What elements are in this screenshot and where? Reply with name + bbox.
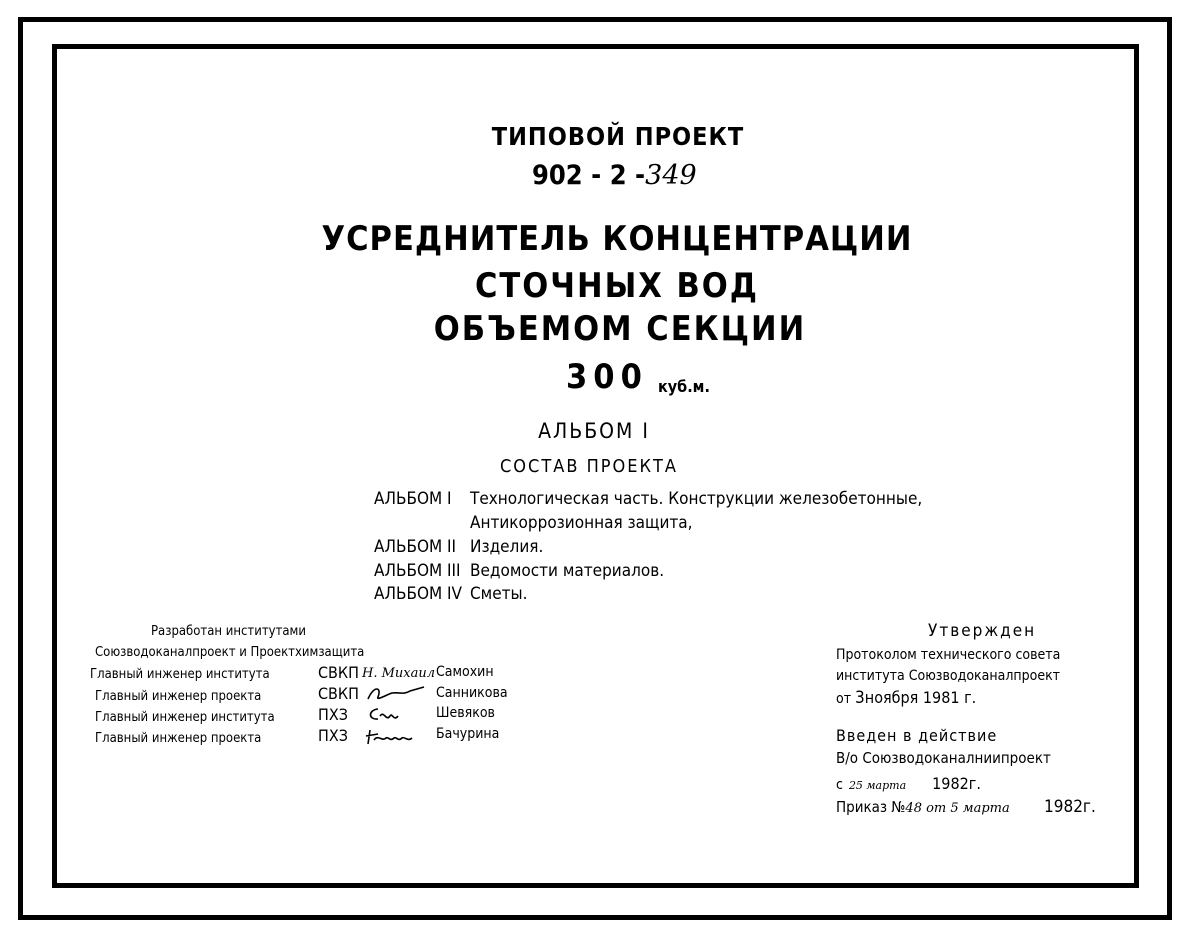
composition-row-text: Изделия.	[470, 537, 544, 557]
developers-institutes: Союзводоканалпроект и Проектхимзащита	[95, 645, 365, 660]
developer-position: Главный инженер проекта	[95, 689, 262, 704]
volume-value: 300	[566, 357, 648, 397]
developer-name: Бачурина	[436, 726, 500, 742]
order-hand: 48 от 5 марта	[905, 801, 1010, 816]
composition-row-album: АЛЬБОМ II	[374, 537, 457, 557]
developer-signature: Н. Михаил	[362, 666, 436, 681]
project-code-number: 349	[645, 160, 697, 191]
developer-position: Главный инженер института	[90, 667, 270, 682]
introduced-line-2: В/о Союзводоканалниипроект	[836, 749, 1051, 767]
approval-heading: Утвержден	[928, 621, 1037, 641]
project-code	[532, 160, 697, 191]
composition-row-album: АЛЬБОМ I	[374, 489, 452, 509]
introduced-date-year: 1982г.	[932, 774, 981, 793]
composition-row-album: АЛЬБОМ IV	[374, 584, 463, 604]
developer-org: СВКП	[318, 684, 359, 703]
developer-org: ПХЗ	[318, 705, 348, 724]
approval-line-3-prefix: от	[836, 691, 852, 707]
approval-line-2: института Союзводоканалпроект	[836, 668, 1061, 684]
composition-row-text: Технологическая часть. Конструкции железобетонные,	[470, 489, 923, 509]
composition-heading: СОСТАВ ПРОЕКТА	[500, 456, 678, 477]
title-line-3: ОБЪЕМОМ СЕКЦИИ	[433, 309, 807, 349]
album-label: АЛЬБОМ I	[538, 419, 650, 443]
volume-unit: куб.м.	[658, 377, 710, 396]
order-prefix: Приказ №	[836, 798, 906, 816]
introduced-line-1: Введен в действие	[836, 726, 998, 745]
developer-org: ПХЗ	[318, 726, 348, 745]
title-line-1: УСРЕДНИТЕЛЬ КОНЦЕНТРАЦИИ	[321, 219, 913, 259]
composition-row-text: Сметы.	[470, 584, 528, 604]
developer-name: Санникова	[436, 685, 508, 701]
composition-row-text: Антикоррозионная защита,	[470, 513, 693, 533]
developer-position: Главный инженер института	[95, 710, 275, 725]
order-line	[836, 797, 1096, 817]
approval-line-3-rest: ноября 1981 г.	[864, 688, 977, 707]
title-line-2: СТОЧНЫХ ВОД	[474, 266, 760, 306]
introduced-date-hand: 25 марта	[848, 779, 907, 792]
developers-heading: Разработан институтами	[151, 624, 306, 639]
approval-line-1: Протоколом технического совета	[836, 647, 1061, 663]
composition-row-text: Ведомости материалов.	[470, 561, 665, 581]
approval-line-3	[836, 688, 976, 708]
developer-name: Шевяков	[436, 705, 495, 721]
developer-name: Самохин	[436, 664, 494, 680]
introduced-date	[836, 774, 981, 793]
order-year: 1982г.	[1044, 797, 1096, 817]
composition-row-album: АЛЬБОМ III	[374, 561, 461, 581]
developer-signature-mark	[364, 704, 404, 726]
introduced-date-prefix: с	[836, 777, 843, 793]
developer-signature-mark	[364, 683, 428, 705]
project-code-prefix: 902 - 2 -	[532, 160, 646, 191]
approval-day: 3	[855, 688, 865, 708]
developer-position: Главный инженер проекта	[95, 731, 262, 746]
developer-signature-mark	[364, 726, 416, 748]
tipovoy-proekt-label: ТИПОВОЙ ПРОЕКТ	[491, 122, 745, 151]
developer-org: СВКП	[318, 663, 359, 682]
